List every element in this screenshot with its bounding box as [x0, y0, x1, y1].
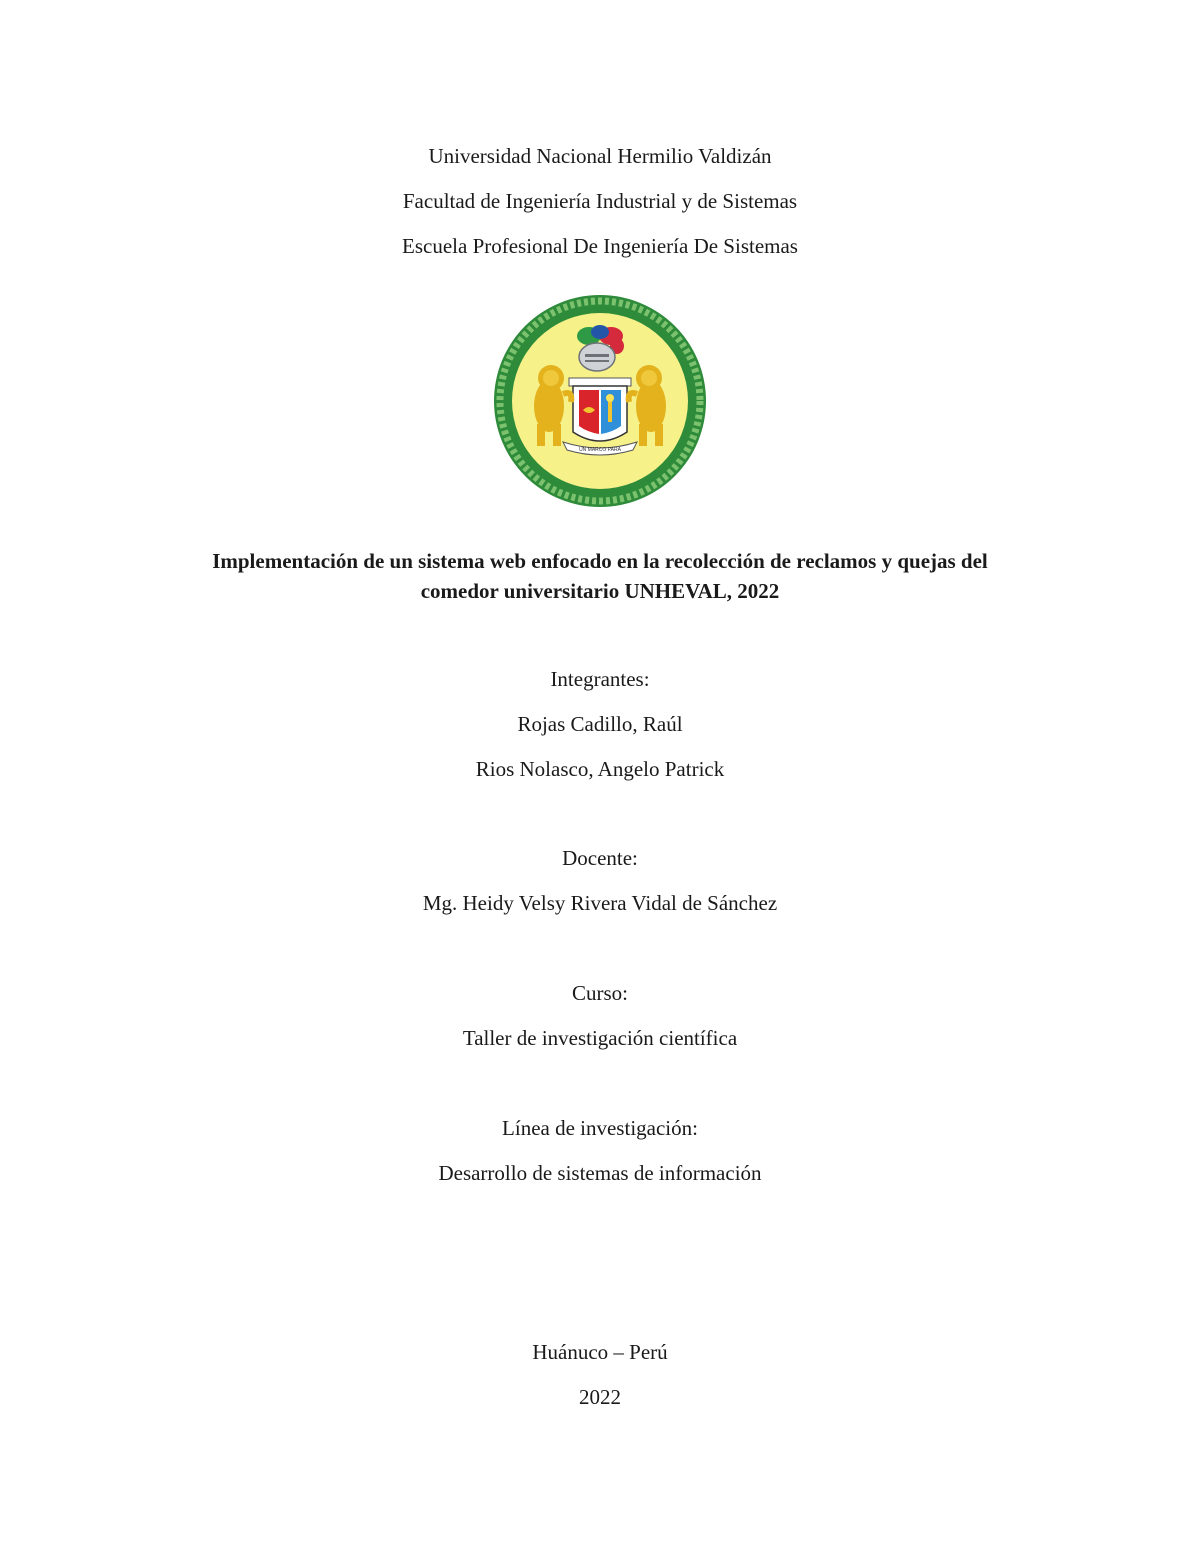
- teacher-name: Mg. Heidy Velsy Rivera Vidal de Sánchez: [422, 891, 778, 915]
- research-line-name: Desarrollo de sistemas de información: [438, 1161, 762, 1185]
- document-title-line-1: Implementación de un sistema web enfocado en la recolección de reclamos y quejas del: [212, 549, 988, 573]
- torch-icon: [608, 400, 612, 422]
- faculty-name: Facultad de Ingeniería Industrial y de Sistemas: [402, 189, 798, 213]
- shield-top-banner: [569, 378, 631, 386]
- teacher-label: Docente:: [562, 846, 638, 870]
- motto-text: UN MARCO PARA: [579, 447, 621, 453]
- year: 2022: [579, 1385, 621, 1409]
- document-title-line-2: comedor universitario UNHEVAL, 2022: [420, 579, 780, 603]
- course-label: Curso:: [571, 981, 628, 1005]
- members-label: Integrantes:: [550, 667, 650, 691]
- research-line-label: Línea de investigación:: [502, 1116, 698, 1140]
- plume-blue: [591, 325, 609, 339]
- university-seal-logo: [493, 294, 707, 508]
- school-name: Escuela Profesional De Ingeniería De Sistemas: [402, 234, 798, 258]
- member-name: Rojas Cadillo, Raúl: [517, 712, 683, 736]
- university-name: Universidad Nacional Hermilio Valdizán: [428, 144, 772, 168]
- course-name: Taller de investigación científica: [462, 1026, 738, 1050]
- place: Huánuco – Perú: [532, 1340, 668, 1364]
- member-name: Rios Nolasco, Angelo Patrick: [475, 757, 725, 781]
